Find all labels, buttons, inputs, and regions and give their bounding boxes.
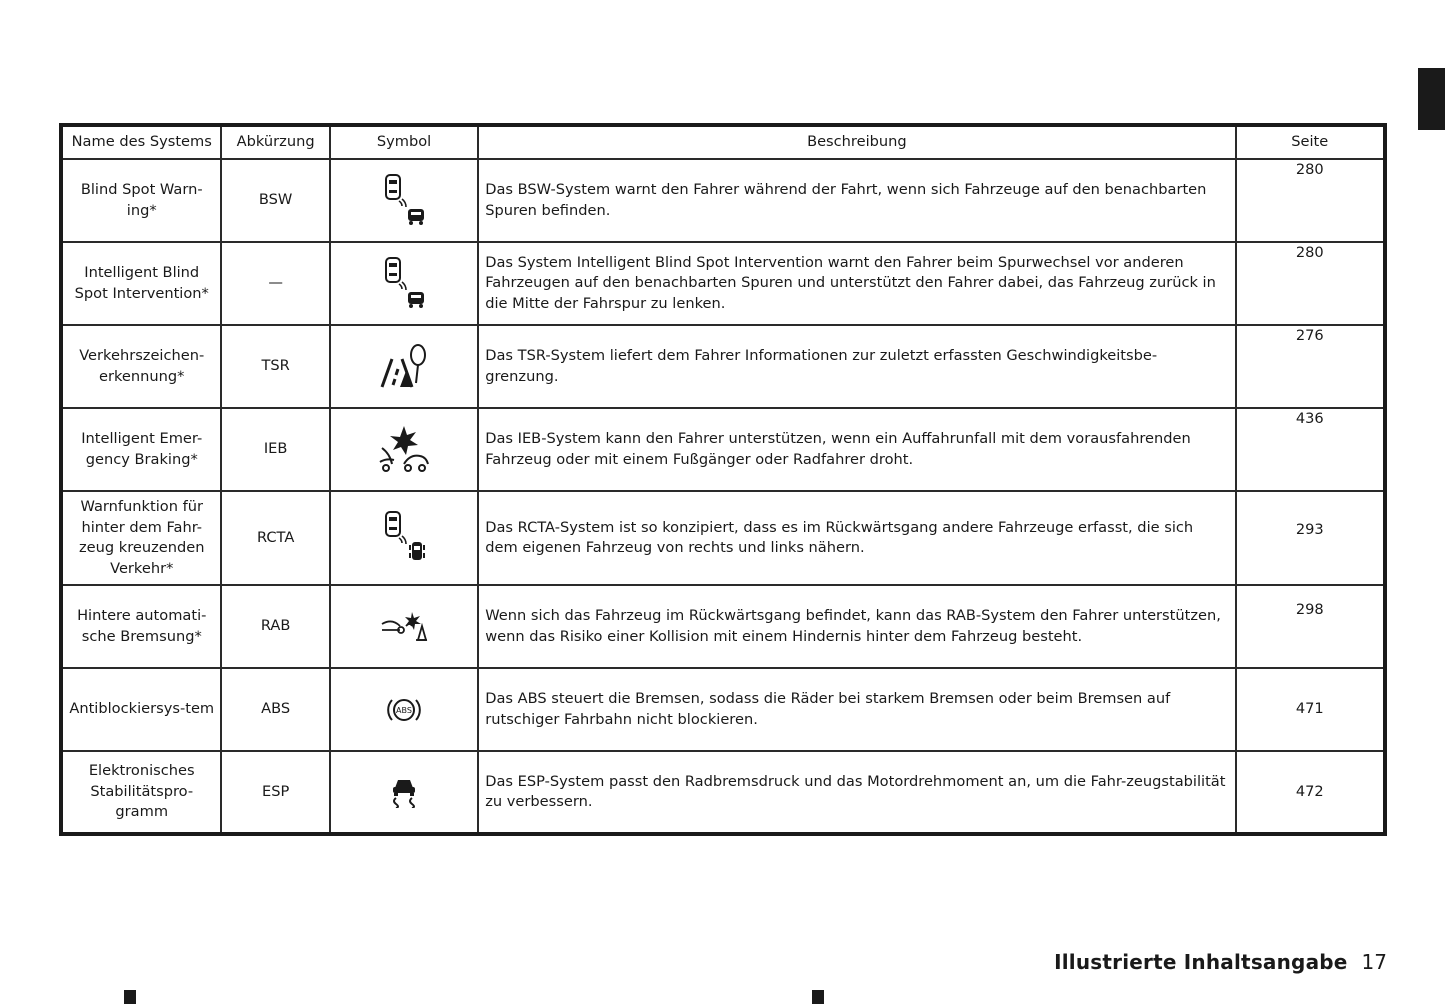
system-description: Das ABS steuert die Bremsen, sodass die Räder bei starkem Bremsen oder beim Bremsen auf rutschiger Fahrbahn nicht blockieren. <box>478 668 1235 751</box>
system-abbreviation: IEB <box>221 408 329 491</box>
system-name: Intelligent Blind Spot Intervention* <box>61 242 221 325</box>
page-reference: 276 <box>1236 325 1385 408</box>
header-name: Name des Systems <box>61 125 221 159</box>
table-row <box>61 668 1385 751</box>
system-name: Elektronisches Stabilitätspro-gramm <box>61 751 221 834</box>
system-name: Warnfunktion für hinter dem Fahr-zeug kreuzenden Verkehr* <box>61 491 221 585</box>
rear-cross-traffic-icon <box>374 508 434 568</box>
system-name: Hintere automati-sche Bremsung* <box>61 585 221 668</box>
system-description: Das RCTA-System ist so konzipiert, dass es im Rückwärtsgang andere Fahrzeuge erfasst, die sich dem eigenen Fahrzeug von rechts und links nähern. <box>478 491 1235 585</box>
systems-table <box>59 123 1387 836</box>
system-name: Verkehrszeichen-erkennung* <box>61 325 221 408</box>
page-reference: 471 <box>1236 668 1385 751</box>
page-reference: 436 <box>1236 408 1385 491</box>
header-symbol: Symbol <box>330 125 478 159</box>
symbol-cell <box>330 585 478 668</box>
table-row <box>61 242 1385 325</box>
symbol-cell <box>330 408 478 491</box>
abs-icon-label: ABS <box>396 705 412 715</box>
table-row <box>61 159 1385 242</box>
system-description: Das BSW-System warnt den Fahrer während der Fahrt, wenn sich Fahrzeuge auf den benachbarten Spuren befinden. <box>478 159 1235 242</box>
system-name: Intelligent Emer-gency Braking* <box>61 408 221 491</box>
crop-mark <box>124 990 136 1004</box>
system-description: Wenn sich das Fahrzeug im Rückwärtsgang befindet, kann das RAB-System den Fahrer unterstützen, wenn das Risiko einer Kollision mit einem Hindernis hinter dem Fahrzeug besteht. <box>478 585 1235 668</box>
emergency-braking-icon <box>376 422 432 478</box>
esp-skid-icon <box>389 776 419 808</box>
system-description: Das IEB-System kann den Fahrer unterstützen, wenn ein Auffahrunfall mit dem vorausfahrenden Fahrzeug oder mit einem Fußgänger oder Radfahrer droht. <box>478 408 1235 491</box>
abs-icon <box>386 692 422 728</box>
rear-auto-braking-icon <box>380 610 428 644</box>
system-abbreviation: BSW <box>221 159 329 242</box>
system-abbreviation: TSR <box>221 325 329 408</box>
page-number: 17 <box>1361 950 1387 974</box>
page-reference: 298 <box>1236 585 1385 668</box>
table-row <box>61 751 1385 834</box>
page-reference: 293 <box>1236 491 1385 585</box>
table-row <box>61 491 1385 585</box>
page-reference: 280 <box>1236 242 1385 325</box>
header-abbreviation: Abkürzung <box>221 125 329 159</box>
crop-mark <box>812 990 824 1004</box>
section-title: Illustrierte Inhaltsangabe <box>1054 950 1348 974</box>
page-footer <box>1054 950 1387 974</box>
header-page: Seite <box>1236 125 1385 159</box>
symbol-cell <box>330 491 478 585</box>
symbol-cell <box>330 325 478 408</box>
system-abbreviation: RCTA <box>221 491 329 585</box>
system-abbreviation: — <box>221 242 329 325</box>
header-description: Beschreibung <box>478 125 1235 159</box>
chapter-tab-marker <box>1418 68 1445 130</box>
page-reference: 280 <box>1236 159 1385 242</box>
page-reference: 472 <box>1236 751 1385 834</box>
system-abbreviation: ESP <box>221 751 329 834</box>
symbol-cell <box>330 668 478 751</box>
system-abbreviation: RAB <box>221 585 329 668</box>
system-description: Das ESP-System passt den Radbremsdruck und das Motordrehmoment an, um die Fahr-zeugstabilität zu verbessern. <box>478 751 1235 834</box>
system-description: Das TSR-System liefert dem Fahrer Informationen zur zuletzt erfassten Geschwindigkeitsbe-grenzung. <box>478 325 1235 408</box>
blind-spot-intervention-icon <box>374 254 434 314</box>
table-header-row <box>61 125 1385 159</box>
symbol-cell <box>330 242 478 325</box>
table-row <box>61 325 1385 408</box>
system-abbreviation: ABS <box>221 668 329 751</box>
symbol-cell <box>330 751 478 834</box>
symbol-cell <box>330 159 478 242</box>
traffic-sign-recognition-icon <box>376 339 432 395</box>
system-name: Blind Spot Warn-ing* <box>61 159 221 242</box>
system-description: Das System Intelligent Blind Spot Intervention warnt den Fahrer beim Spurwechsel vor anderen Fahrzeugen auf den benachbarten Spuren und unterstützt den Fahrer dabei, das Fahrzeug zurück in die Mitte der Fahrspur zu lenken. <box>478 242 1235 325</box>
blind-spot-warning-icon <box>374 171 434 231</box>
table-row <box>61 408 1385 491</box>
table-row <box>61 585 1385 668</box>
system-name: Antiblockiersys-tem <box>61 668 221 751</box>
